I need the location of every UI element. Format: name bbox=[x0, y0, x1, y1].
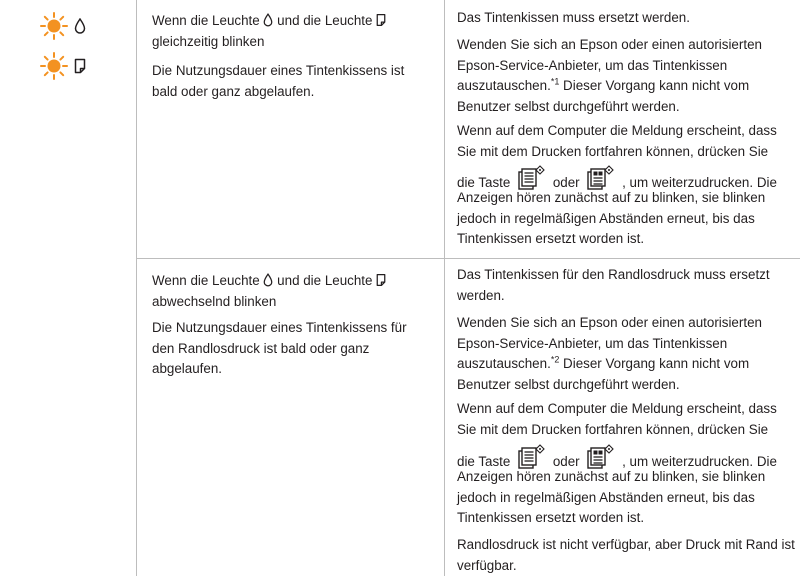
paper-icon bbox=[74, 58, 86, 74]
paper-icon bbox=[376, 13, 386, 27]
row1-solution-2: Wenden Sie sich an Epson oder einen autorisierten Epson-Service-Anbieter, um das Tintenkissen auszutauschen.$^{*1}$ Dieser Vorgang kann nicht vom Benutzer selbst durchgeführt werden. bbox=[457, 37, 762, 114]
paper-icon bbox=[376, 273, 386, 287]
row1-solution-3a: Wenn auf dem Computer die Meldung erscheint, dass Sie mit dem Drucken fortfahren können, drücken Sie bbox=[457, 123, 777, 159]
row1-solution-3c: Anzeigen hören zunächst auf zu blinken, sie blinken jedoch in regelmäßigen Abständen erneut, bis das Tintenkissen ersetzt worden ist. bbox=[457, 190, 766, 246]
column-divider-left bbox=[136, 0, 137, 576]
row1-cause: Die Nutzungsdauer eines Tintenkissens ist bald oder ganz abgelaufen. bbox=[152, 63, 405, 99]
orange-blinking-light-icon bbox=[40, 52, 68, 80]
ink-drop-icon bbox=[263, 273, 273, 287]
row2-solution-2: Wenden Sie sich an Epson oder einen autorisierten Epson-Service-Anbieter, um das Tintenkissen auszutauschen.$^{*2}$ Dieser Vorgang kann nicht vom Benutzer selbst durchgeführt werden. bbox=[457, 315, 762, 392]
row2-condition: Wenn die Leuchte und die Leuchte abwechselnd blinken bbox=[152, 271, 432, 312]
ink-drop-icon bbox=[74, 18, 86, 34]
ink-drop-icon bbox=[263, 13, 273, 27]
orange-blinking-light-icon bbox=[40, 12, 68, 40]
row2-solution-3a: Wenn auf dem Computer die Meldung erscheint, dass Sie mit dem Drucken fortfahren können, drücken Sie bbox=[457, 401, 777, 437]
light-row-ink bbox=[40, 12, 86, 40]
row2-solution-4: Randlosdruck ist nicht verfügbar, aber Druck mit Rand ist verfügbar. bbox=[457, 537, 795, 573]
row1-condition: Wenn die Leuchte und die Leuchte gleichzeitig blinken bbox=[152, 11, 432, 52]
row1-solution-3b: die Taste oder , um weiterzudrucken. Die bbox=[457, 165, 797, 194]
row2-cause: Die Nutzungsdauer eines Tintenkissens für den Randlosdruck ist bald oder ganz abgelaufen. bbox=[152, 320, 407, 376]
row1-solution-1: Das Tintenkissen muss ersetzt werden. bbox=[457, 10, 690, 25]
light-row-paper bbox=[40, 52, 86, 80]
row-divider bbox=[136, 258, 800, 259]
column-divider-right bbox=[444, 0, 445, 576]
row2-solution-3b: die Taste oder , um weiterzudrucken. Die bbox=[457, 444, 797, 473]
row2-solution-3c: Anzeigen hören zunächst auf zu blinken, sie blinken jedoch in regelmäßigen Abständen erneut, bis das Tintenkissen ersetzt worden ist. bbox=[457, 469, 766, 525]
row2-solution-1: Das Tintenkissen für den Randlosdruck muss ersetzt werden. bbox=[457, 267, 770, 303]
